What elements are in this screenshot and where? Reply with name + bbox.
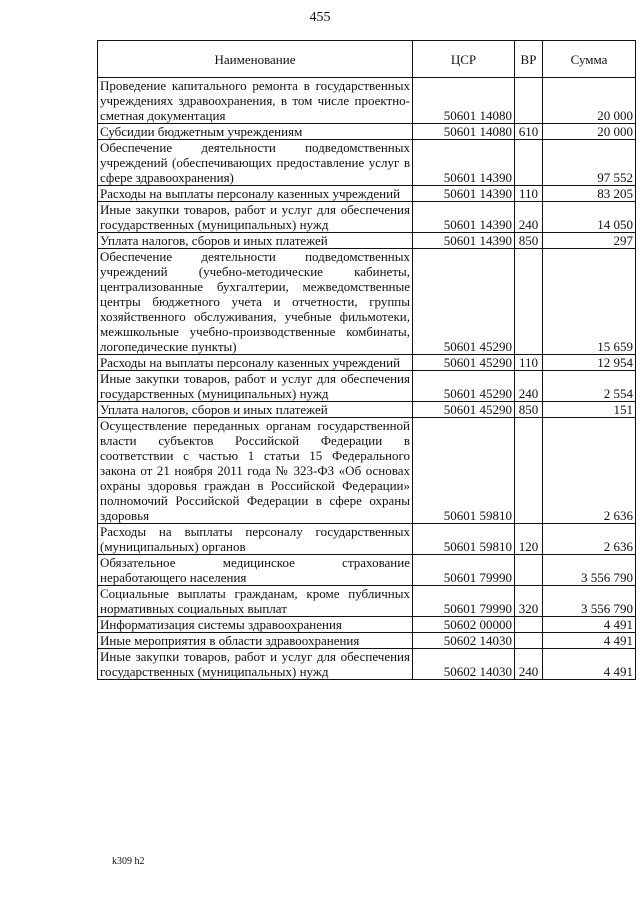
table-row xyxy=(98,633,636,649)
cell-csr: 50601 45290 xyxy=(413,249,515,355)
cell-csr: 50602 00000 xyxy=(413,617,515,633)
cell-vr: 240 xyxy=(515,371,543,402)
cell-sum: 297 xyxy=(543,233,636,249)
cell-vr: 120 xyxy=(515,524,543,555)
cell-sum: 12 954 xyxy=(543,355,636,371)
cell-csr: 50601 79990 xyxy=(413,586,515,617)
cell-csr: 50601 45290 xyxy=(413,355,515,371)
cell-csr: 50601 14080 xyxy=(413,78,515,124)
cell-name: Иные закупки товаров, работ и услуг для обеспечения государственных (муниципальных) нужд xyxy=(98,371,413,402)
cell-vr xyxy=(515,555,543,586)
cell-sum: 2 636 xyxy=(543,418,636,524)
cell-vr: 110 xyxy=(515,355,543,371)
budget-table xyxy=(97,40,636,680)
table-row xyxy=(98,140,636,186)
cell-vr xyxy=(515,140,543,186)
cell-csr: 50601 79990 xyxy=(413,555,515,586)
table-row xyxy=(98,555,636,586)
table-row xyxy=(98,233,636,249)
cell-sum: 20 000 xyxy=(543,78,636,124)
cell-csr: 50601 14390 xyxy=(413,140,515,186)
cell-vr: 320 xyxy=(515,586,543,617)
cell-vr: 240 xyxy=(515,649,543,680)
cell-vr: 110 xyxy=(515,186,543,202)
cell-csr: 50601 14390 xyxy=(413,202,515,233)
cell-sum: 4 491 xyxy=(543,649,636,680)
table-row xyxy=(98,524,636,555)
header-vr: ВР xyxy=(515,41,543,78)
table-row xyxy=(98,186,636,202)
cell-name: Расходы на выплаты персоналу казенных учреждений xyxy=(98,355,413,371)
cell-vr: 240 xyxy=(515,202,543,233)
cell-vr: 850 xyxy=(515,402,543,418)
cell-csr: 50601 14390 xyxy=(413,186,515,202)
cell-name: Обеспечение деятельности подведомственных учреждений (учебно-методические кабинеты, централизованные бухгалтерии, межведомственные центры бюджетного учета и отчетности, группы хозяйственного обслуживания, учебные фильмотеки, межшкольные учебно-производственные комбинаты, логопедические пункты) xyxy=(98,249,413,355)
table-row xyxy=(98,371,636,402)
cell-name: Иные мероприятия в области здравоохранения xyxy=(98,633,413,649)
cell-sum: 4 491 xyxy=(543,617,636,633)
table-row xyxy=(98,586,636,617)
cell-name: Иные закупки товаров, работ и услуг для обеспечения государственных (муниципальных) нужд xyxy=(98,649,413,680)
cell-name: Уплата налогов, сборов и иных платежей xyxy=(98,233,413,249)
header-sum: Сумма xyxy=(543,41,636,78)
cell-sum: 14 050 xyxy=(543,202,636,233)
table-header-row xyxy=(98,41,636,78)
table-row xyxy=(98,78,636,124)
cell-csr: 50601 59810 xyxy=(413,418,515,524)
cell-sum: 2 636 xyxy=(543,524,636,555)
cell-sum: 3 556 790 xyxy=(543,555,636,586)
cell-vr: 850 xyxy=(515,233,543,249)
cell-name: Иные закупки товаров, работ и услуг для обеспечения государственных (муниципальных) нужд xyxy=(98,202,413,233)
page-number: 455 xyxy=(309,10,331,25)
cell-sum: 2 554 xyxy=(543,371,636,402)
cell-csr: 50601 14080 xyxy=(413,124,515,140)
cell-name: Обеспечение деятельности подведомственных учреждений (обеспечивающих предоставление услуг в сфере здравоохранения) xyxy=(98,140,413,186)
table-row xyxy=(98,402,636,418)
cell-vr xyxy=(515,633,543,649)
cell-name: Осуществление переданных органам государственной власти субъектов Российской Федерации в соответствии с частью 1 статьи 15 Федерального закона от 21 ноября 2011 года № 323-ФЗ «Об основах охраны здоровья граждан в Российской Федерации» полномочий Российской Федерации в сфере охраны здоровья xyxy=(98,418,413,524)
cell-csr: 50601 14390 xyxy=(413,233,515,249)
cell-csr: 50601 45290 xyxy=(413,402,515,418)
cell-sum: 83 205 xyxy=(543,186,636,202)
table-row xyxy=(98,355,636,371)
table-row xyxy=(98,617,636,633)
cell-name: Проведение капитального ремонта в государственных учреждениях здравоохранения, в том числе проектно-сметная документация xyxy=(98,78,413,124)
cell-name: Уплата налогов, сборов и иных платежей xyxy=(98,402,413,418)
table-row xyxy=(98,249,636,355)
table-row xyxy=(98,124,636,140)
cell-name: Субсидии бюджетным учреждениям xyxy=(98,124,413,140)
footer-code: k309 h2 xyxy=(112,856,145,867)
cell-sum: 15 659 xyxy=(543,249,636,355)
header-name: Наименование xyxy=(98,41,413,78)
cell-sum: 20 000 xyxy=(543,124,636,140)
cell-vr xyxy=(515,418,543,524)
cell-vr xyxy=(515,617,543,633)
cell-name: Информатизация системы здравоохранения xyxy=(98,617,413,633)
cell-sum: 3 556 790 xyxy=(543,586,636,617)
header-csr: ЦСР xyxy=(413,41,515,78)
cell-csr: 50601 59810 xyxy=(413,524,515,555)
cell-sum: 97 552 xyxy=(543,140,636,186)
cell-sum: 151 xyxy=(543,402,636,418)
cell-name: Расходы на выплаты персоналу казенных учреждений xyxy=(98,186,413,202)
table-row xyxy=(98,649,636,680)
cell-vr: 610 xyxy=(515,124,543,140)
cell-csr: 50602 14030 xyxy=(413,633,515,649)
table-row xyxy=(98,418,636,524)
cell-csr: 50602 14030 xyxy=(413,649,515,680)
cell-name: Социальные выплаты гражданам, кроме публичных нормативных социальных выплат xyxy=(98,586,413,617)
table-row xyxy=(98,202,636,233)
cell-sum: 4 491 xyxy=(543,633,636,649)
cell-name: Расходы на выплаты персоналу государственных (муниципальных) органов xyxy=(98,524,413,555)
cell-name: Обязательное медицинское страхование неработающего населения xyxy=(98,555,413,586)
cell-vr xyxy=(515,249,543,355)
cell-csr: 50601 45290 xyxy=(413,371,515,402)
cell-vr xyxy=(515,78,543,124)
